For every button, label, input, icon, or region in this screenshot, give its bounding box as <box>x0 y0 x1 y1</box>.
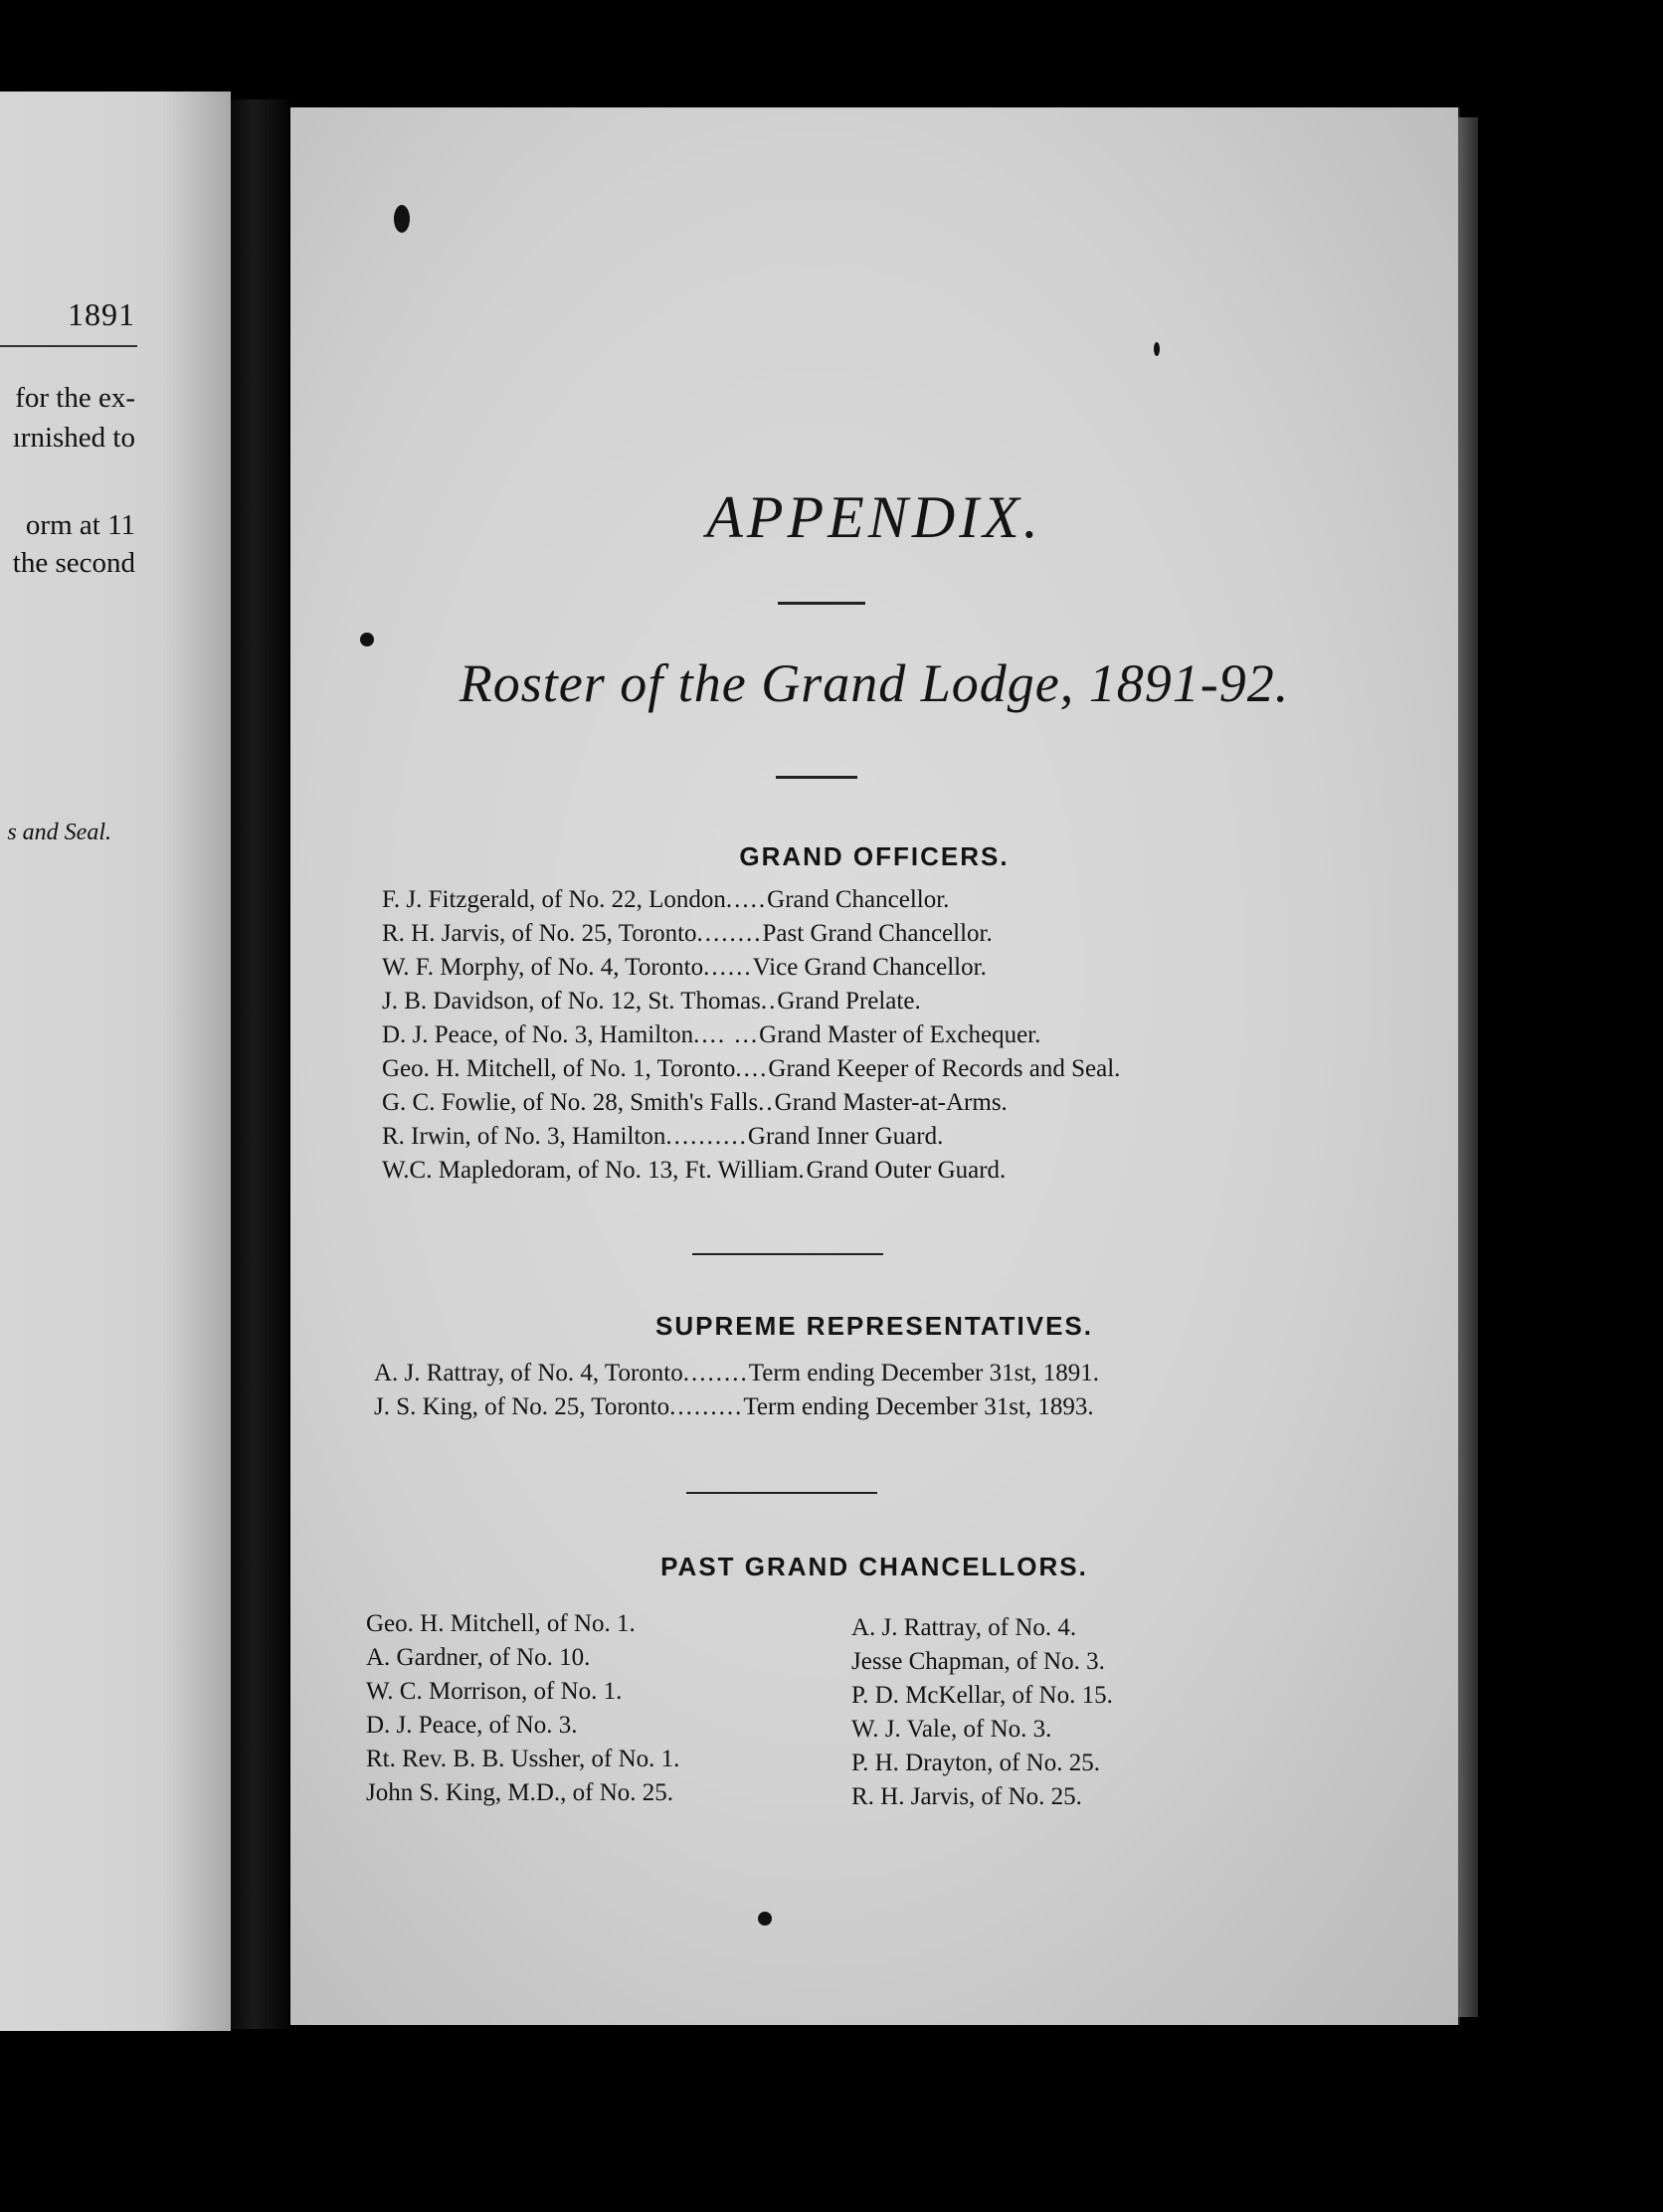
list-item: A. Gardner, of No. 10. <box>366 1644 591 1671</box>
office-title: Grand Keeper of Records and Seal. <box>768 1055 1121 1082</box>
roster-row <box>374 1357 1099 1390</box>
page-year: 1891 <box>68 296 135 332</box>
roster-row <box>382 883 1120 917</box>
list-item: John S. King, M.D., of No. 25. <box>366 1779 674 1806</box>
office-title: Grand Prelate. <box>777 988 921 1014</box>
member-name: F. J. Fitzgerald, of No. 22, London <box>382 886 726 913</box>
roster-row <box>382 1154 1120 1188</box>
page-edge <box>1458 117 1478 2017</box>
page-subtitle: Roster of the Grand Lodge, 1891-92. <box>459 653 1290 713</box>
list-item: W. C. Morrison, of No. 1. <box>366 1678 623 1705</box>
member-name: A. J. Rattray, of No. 4, Toronto <box>374 1360 683 1386</box>
list-item: A. J. Rattray, of No. 4. <box>851 1614 1077 1641</box>
book-gutter <box>231 99 288 2029</box>
list-item: P. H. Drayton, of No. 25. <box>851 1750 1100 1776</box>
leader-dots: .... <box>735 1055 769 1082</box>
leader-dots: .......... <box>665 1123 748 1150</box>
text-line: the second <box>12 547 135 579</box>
roster-row <box>382 985 1120 1018</box>
office-title: Vice Grand Chancellor. <box>752 954 987 981</box>
scan-speck <box>758 1912 772 1926</box>
office-title: Grand Inner Guard. <box>747 1123 944 1150</box>
office-title: Grand Chancellor. <box>767 886 950 913</box>
section-rule <box>692 1253 883 1255</box>
text-line: for the ex- <box>15 382 135 414</box>
roster-row <box>382 1018 1120 1052</box>
roster-row <box>382 1086 1120 1120</box>
supreme-representatives-list <box>374 1357 1099 1424</box>
roster-row <box>382 1120 1120 1154</box>
member-name: J. S. King, of No. 25, Toronto <box>374 1393 670 1420</box>
roster-row <box>374 1390 1099 1424</box>
roster-row <box>382 917 1120 951</box>
member-name: G. C. Fowlie, of No. 28, Smith's Falls <box>382 1089 759 1116</box>
member-name: J. B. Davidson, of No. 12, St. Thomas <box>382 988 761 1014</box>
grand-officers-heading: GRAND OFFICERS. <box>739 841 1010 871</box>
list-item: R. H. Jarvis, of No. 25. <box>851 1783 1082 1810</box>
section-rule <box>686 1492 877 1494</box>
scan-speck <box>360 633 374 646</box>
office-title: Term ending December 31st, 1891. <box>748 1360 1100 1386</box>
leader-dots: ........ <box>682 1360 749 1386</box>
grand-officers-list <box>382 883 1120 1188</box>
header-rule <box>0 345 137 347</box>
office-title: Grand Master of Exchequer. <box>759 1021 1041 1048</box>
past-chancellors-right-column <box>851 1611 1113 1814</box>
leader-dots: .. <box>758 1089 775 1116</box>
leader-dots: .. <box>760 988 778 1014</box>
leader-dots: ..... <box>725 886 768 913</box>
list-item: Rt. Rev. B. B. Ussher, of No. 1. <box>366 1746 680 1772</box>
past-chancellors-left-column <box>366 1607 679 1810</box>
list-item: Jesse Chapman, of No. 3. <box>851 1648 1105 1675</box>
list-item: Geo. H. Mitchell, of No. 1. <box>366 1610 636 1637</box>
scan-speck <box>394 205 410 233</box>
roster-row <box>382 951 1120 985</box>
office-title: Grand Master-at-Arms. <box>774 1089 1008 1116</box>
appendix-page <box>290 107 1460 2025</box>
subtitle-rule <box>776 776 857 779</box>
list-item: P. D. McKellar, of No. 15. <box>851 1682 1113 1709</box>
member-name: W.C. Mapledoram, of No. 13, Ft. William <box>382 1157 799 1184</box>
member-name: Geo. H. Mitchell, of No. 1, Toronto <box>382 1055 736 1082</box>
page-title: APPENDIX. <box>706 484 1042 550</box>
list-item: W. J. Vale, of No. 3. <box>851 1716 1052 1743</box>
office-title: Term ending December 31st, 1893. <box>743 1393 1094 1420</box>
previous-page-fragment <box>0 92 231 2031</box>
text-line-italic: s and Seal. <box>7 820 111 845</box>
text-line: ırnished to <box>12 422 135 454</box>
member-name: W. F. Morphy, of No. 4, Toronto <box>382 954 704 981</box>
member-name: D. J. Peace, of No. 3, Hamilton <box>382 1021 694 1048</box>
scan-speck <box>1154 342 1160 356</box>
member-name: R. Irwin, of No. 3, Hamilton <box>382 1123 666 1150</box>
supreme-representatives-heading: SUPREME REPRESENTATIVES. <box>655 1311 1093 1341</box>
past-grand-chancellors-heading: PAST GRAND CHANCELLORS. <box>660 1552 1088 1581</box>
leader-dots: ........ <box>696 920 763 947</box>
leader-dots: ...... <box>703 954 753 981</box>
member-name: R. H. Jarvis, of No. 25, Toronto <box>382 920 697 947</box>
title-rule <box>778 602 865 605</box>
leader-dots: ......... <box>669 1393 744 1420</box>
roster-row <box>382 1052 1120 1086</box>
leader-dots: . <box>798 1157 807 1184</box>
text-line: orm at 11 <box>25 509 135 541</box>
leader-dots: .... ... <box>693 1021 760 1048</box>
list-item: D. J. Peace, of No. 3. <box>366 1712 578 1739</box>
office-title: Grand Outer Guard. <box>806 1157 1007 1184</box>
office-title: Past Grand Chancellor. <box>762 920 993 947</box>
